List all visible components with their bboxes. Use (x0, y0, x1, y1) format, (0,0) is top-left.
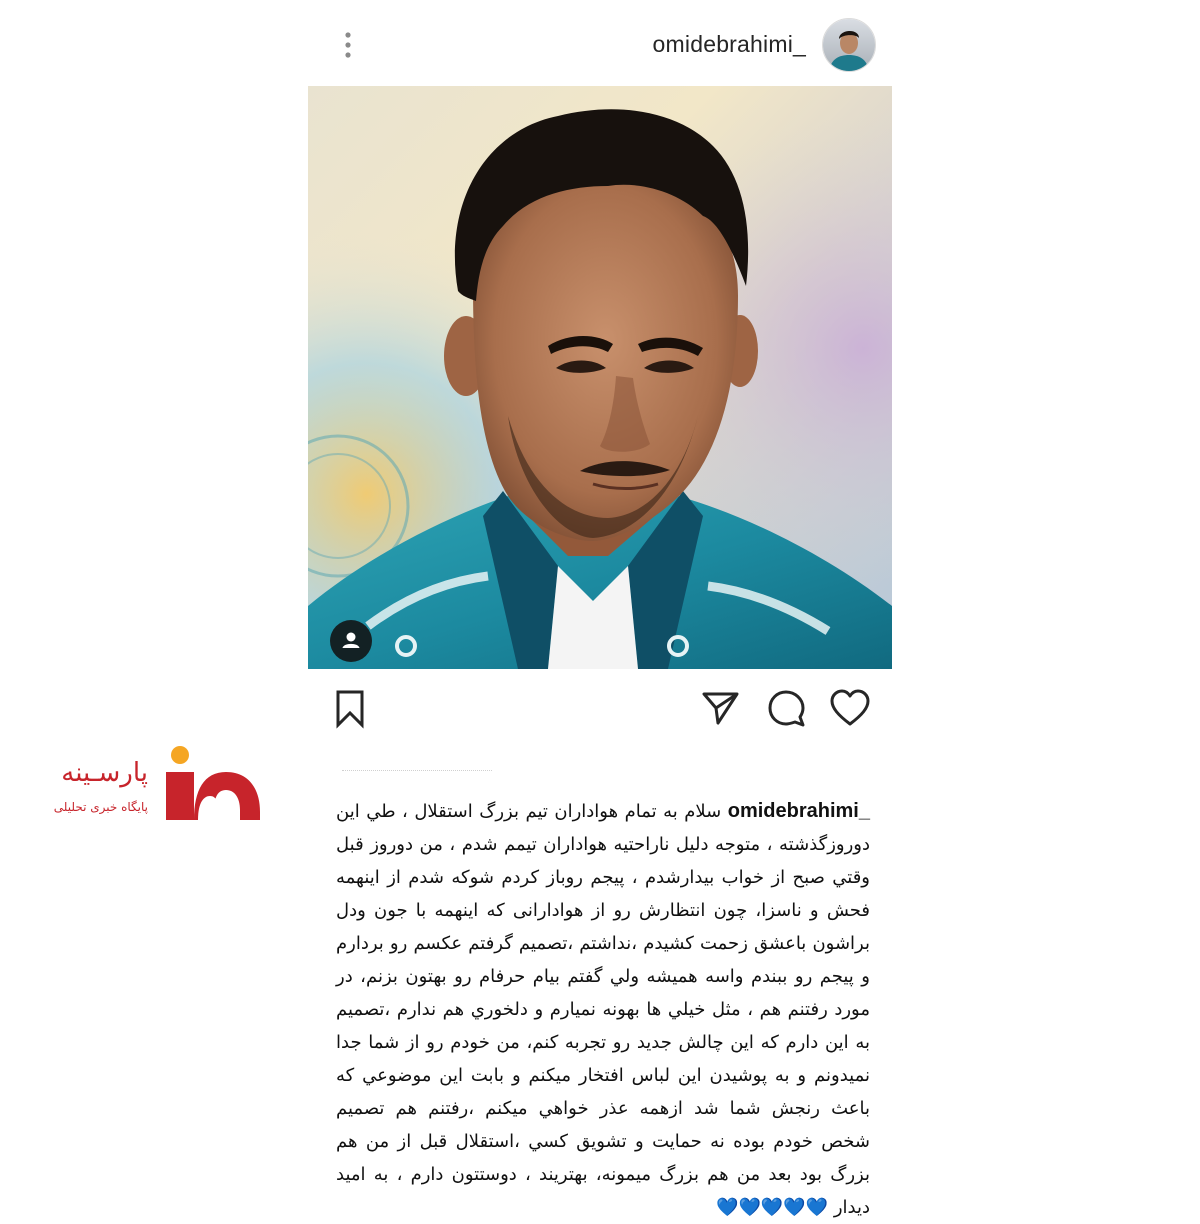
bookmark-icon[interactable] (328, 686, 372, 730)
avatar[interactable] (822, 18, 876, 72)
brand-tagline: پایگاه خبری تحلیلی (53, 800, 148, 814)
comment-bubble-icon[interactable] (764, 686, 808, 730)
post-header (308, 12, 892, 76)
brand-watermark (10, 738, 260, 828)
brand-name: پارسـینه (61, 758, 148, 788)
post-photo[interactable] (308, 86, 892, 669)
divider (342, 770, 492, 773)
user-tag-icon[interactable] (330, 620, 372, 662)
instagram-post (308, 0, 892, 1218)
more-vertical-icon[interactable] (336, 30, 360, 60)
caption-username[interactable]: omidebrahimi_ (727, 800, 870, 822)
post-actions (308, 680, 892, 736)
blue-hearts: 💙💙💙💙💙 (716, 1197, 829, 1218)
heart-icon[interactable] (828, 686, 872, 730)
direct-share-icon[interactable] (698, 686, 742, 730)
post-username[interactable]: omidebrahimi_ (652, 31, 806, 57)
brand-logo (160, 742, 264, 824)
post-caption (336, 795, 870, 1224)
caption-text: سلام به تمام هواداران تيم بزرگ استقلال ، طي اين دوروزگذشته ، متوجه دليل ناراحتيه هواداران تيمم شدم ، من دوروز قبل وقتي صبح از خواب بيدارشدم ، پيجم روباز كردم شوكه شدم از اينهمه فحش و ناسزا، چون انتظارش رو از هوادارانى كه اينهمه با جون ودل براشون باعشق زحمت كشيدم ،نداشتم ،تصميم گرفتم عكسم رو بردارم و پيجم رو ببندم واسه هميشه ولي گفتم بيام حرفام رو بهتون بزنم، در مورد رفتنم هم ، مثل خيلي ها بهونه نميارم و دلخوري هم ندارم ،تصميم به اين دارم كه اين چالش جديد رو تجربه كنم، من خودم رو از شما جدا نميدونم و به پوشيدن اين لباس افتخار ميكنم و بابت اين موضوعي كه باعث رنجش شما شد ازهمه عذر خواهي ميكنم ،رفتنم هم تصميم شخص خودم بوده نه حمايت و تشويق كسي ،استقلال قبل از من هم بزرگ بود بعد من هم بزرگ ميمونه، بهتريند ، دوستتون دارم ، به اميد ديدار (336, 801, 870, 1218)
